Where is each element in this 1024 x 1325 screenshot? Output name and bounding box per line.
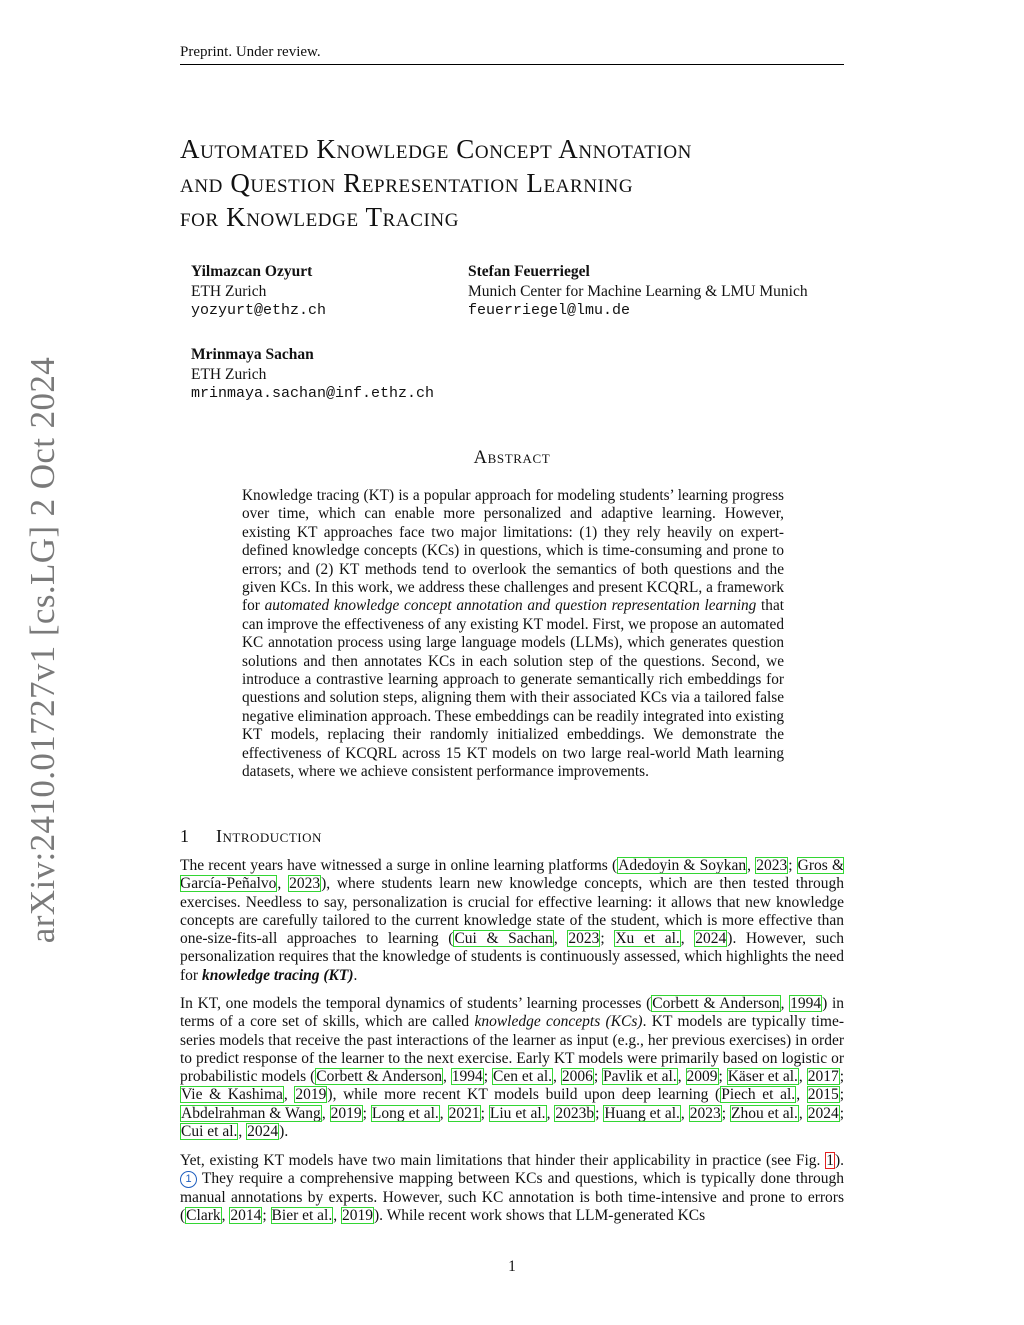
text-run: ), where students learn new knowledge concepts, which are then tested through exercises. Needless to say, personalization is crucial for effective learning: it allows that new knowledge concepts are carefully tailored to the current knowledge state of the student, which is more effective than one-size-fits-all approaches to learning ( (180, 875, 845, 948)
text-run: ). (834, 1152, 844, 1169)
abstract-text: Knowledge tracing (KT) is a popular approach for modeling students’ learning progress over time, which can enable more personalized and adaptive learning. However, existing KT approaches face two major limitations: (1) they rely heavily on expert-defined knowledge concepts (KCs) in questions, which is time-consuming and prone to errors; and (2) KT methods tend to overlook the semantics of both questions and the given KCs. In this work, we address these challenges and present KCQRL, a framework for (242, 487, 784, 615)
text-run: In KT, one models the temporal dynamics of students’ learning processes ( (180, 995, 652, 1012)
citation-link[interactable]: 2014 (230, 1206, 262, 1224)
citation-link[interactable]: 2009 (686, 1068, 718, 1086)
author-affiliation: ETH Zurich (191, 365, 267, 383)
citation-link[interactable]: 2023 (289, 875, 321, 893)
citation-link[interactable]: 2024 (695, 930, 727, 948)
citation-link[interactable]: Cui & Sachan (454, 930, 553, 948)
citation-link[interactable]: 2019 (295, 1086, 327, 1104)
citation-link[interactable]: 2023b (555, 1104, 595, 1122)
section-number: 1 (180, 826, 190, 846)
figure-ref-link[interactable]: 1 (826, 1152, 834, 1169)
citation-link[interactable]: Bier et al. (271, 1206, 333, 1224)
author-name: Stefan Feuerriegel (468, 263, 590, 280)
citation-link[interactable]: Adedoyin & Soykan (618, 857, 747, 874)
citation-link[interactable]: 2024 (247, 1123, 279, 1141)
text-run: . (353, 966, 358, 984)
citation-link[interactable]: 2021 (448, 1104, 480, 1122)
citation-link[interactable]: 2015 (807, 1086, 839, 1104)
title-line-1: Automated Knowledge Concept Annotation (180, 134, 692, 164)
running-header: Preprint. Under review. (180, 44, 321, 60)
section-heading (180, 826, 322, 847)
emphasis-text: knowledge tracing (KT) (201, 966, 354, 984)
citation-link[interactable]: Pavlik et al. (603, 1068, 677, 1086)
text-run: ), while more recent KT models build upon deep learning ( (327, 1086, 721, 1104)
citation-link[interactable]: Xu et al. (615, 930, 680, 948)
citation-link[interactable]: Liu et al. (489, 1104, 546, 1122)
emphasis-text: knowledge concepts (KCs) (474, 1013, 643, 1031)
author-email[interactable]: feuerriegel@lmu.de (468, 302, 631, 319)
text-run: The recent years have witnessed a surge in online learning platforms ( (180, 857, 618, 874)
citation-link[interactable]: 2019 (330, 1104, 362, 1122)
author-block-3 (191, 345, 434, 404)
text-run: They require a comprehensive mapping between KCs and questions, which is typically done through manual annotations by experts. However, such KC annotation is both time-intensive and prone to errors ( (180, 1170, 844, 1224)
citation-link[interactable]: Abdelrahman & Wang (181, 1104, 321, 1122)
title-line-3: for Knowledge Tracing (180, 202, 460, 232)
paragraph-3: Yet, existing KT models have two main limitations that hinder their applicability in practice (see Fig. 1). 1 They require a comprehensive mapping between KCs and questions, which is typically done through manual annotations by experts. However, such KC annotation is both time-intensive and prone to errors (Clark, 2014; Bier et al., 2019). While recent work shows that LLM-generated KCs (180, 1152, 844, 1224)
citation-link[interactable]: 2023 (756, 857, 788, 874)
citation-link[interactable]: Zhou et al. (730, 1104, 798, 1122)
citation-link[interactable]: 2023 (568, 930, 600, 948)
abstract-heading: Abstract (473, 448, 551, 468)
paragraph-2: In KT, one models the temporal dynamics of students’ learning processes (Corbett & Anderson, 1994) in terms of a core set of skills, which are called knowledge concepts (KCs). KT models are typically time-series models that receive the past interactions of the learner as input (e.g., her previous exercises) in order to predict response of the learner to the next exercise. Early KT models were primarily based on logistic or probabilistic models (Corbett & Anderson, 1994; Cen et al., 2006; Pavlik et al., 2009; Käser et al., 2017; Vie & Kashima, 2019), while more recent KT models build upon deep learning (Piech et al., 2015; Abdelrahman & Wang, 2019; Long et al., 2021; Liu et al., 2023b; Huang et al., 2023; Zhou et al., 2024; Cui et al., 2024). (180, 995, 845, 1141)
citation-link[interactable]: 2017 (807, 1068, 839, 1086)
citation-link[interactable]: Long et al. (371, 1104, 439, 1122)
author-email[interactable]: mrinmaya.sachan@inf.ethz.ch (191, 385, 435, 402)
author-name: Mrinmaya Sachan (191, 346, 314, 363)
title-line-2: and Question Representation Learning (180, 168, 634, 198)
text-run: ). However, such personalization requires that the knowledge of students is continuously assessed, which highlights the need for (180, 930, 845, 984)
citation-link[interactable]: Corbett & Anderson (316, 1068, 443, 1086)
header-rule (180, 64, 844, 65)
text-run: . KT models are typically time-series models that receive the past interactions of the learner as input (e.g., her previous exercises) in order to predict response of the learner to the next exercise. Early KT models were primarily based on logistic or probabilistic models ( (180, 1013, 844, 1086)
abstract-text: that can improve the effectiveness of any existing KT model. First, we propose an automated KC annotation process using large language models (LLMs), which generates question solutions and then annotates KCs in each solution step of the questions. Second, we introduce a contrastive learning approach to generate semantically rich embeddings for questions and solution steps, aligning them with their associated KCs via a tailored false negative elimination approach. These embeddings can be readily integrated into existing KT models, replacing their randomly initialized embeddings. We demonstrate the effectiveness of KCQRL across 15 KT models on two large real-world Math learning datasets, where we achieve consistent performance improvements. (242, 597, 784, 781)
author-email[interactable]: yozyurt@ethz.ch (191, 302, 327, 319)
author-affiliation: Munich Center for Machine Learning & LMU Munich (468, 282, 808, 300)
paper-title (180, 132, 860, 234)
citation-link[interactable]: Cen et al. (493, 1068, 553, 1086)
author-block-2 (468, 262, 808, 321)
citation-link[interactable]: 2019 (341, 1206, 373, 1224)
text-run: ). (279, 1123, 289, 1141)
citation-link[interactable]: Clark (186, 1206, 221, 1224)
arxiv-identifier[interactable]: arXiv:2410.01727v1 [cs.LG] 2 Oct 2024 (23, 356, 62, 944)
text-run: ) in terms of a core set of skills, which are called (180, 995, 845, 1031)
author-name: Yilmazcan Ozyurt (191, 263, 313, 280)
numbered-marker-icon: 1 (180, 1171, 197, 1188)
author-affiliation: ETH Zurich (191, 282, 267, 300)
citation-link[interactable]: 1994 (790, 995, 822, 1012)
paragraph-1: The recent years have witnessed a surge in online learning platforms (Adedoyin & Soykan, 2023; Gros & García-Peñalvo, 2023), where students learn new knowledge concepts, which are then tested through exercises. Needless to say, personalization is crucial for effective learning: it allows that new knowledge concepts are carefully tailored to the current knowledge state of the student, which is more effective than one-size-fits-all approaches to learning (Cui & Sachan, 2023; Xu et al., 2024). However, such personalization requires that the knowledge of students is continuously assessed, which highlights the need for knowledge tracing (KT). (180, 857, 845, 984)
author-block-1 (191, 262, 326, 321)
citation-link[interactable]: 1994 (451, 1068, 483, 1086)
page-number: 1 (508, 1258, 516, 1275)
citation-link[interactable]: Vie & Kashima (181, 1086, 283, 1104)
citation-link[interactable]: Corbett & Anderson (652, 995, 780, 1012)
citation-link[interactable]: 2006 (561, 1068, 593, 1086)
citation-link[interactable]: Gros & García-Peñalvo (180, 857, 845, 893)
abstract-emphasis: automated knowledge concept annotation and question representation learning (264, 597, 757, 615)
citation-link[interactable]: Huang et al. (604, 1104, 680, 1122)
text-run: Yet, existing KT models have two main limitations that hinder their applicability in practice (see Fig. (180, 1152, 826, 1169)
section-title: Introduction (216, 826, 322, 846)
abstract-body (242, 487, 784, 782)
citation-link[interactable]: Cui et al. (181, 1123, 238, 1141)
citation-link[interactable]: Piech et al. (721, 1086, 796, 1104)
citation-link[interactable]: 2023 (689, 1104, 721, 1122)
citation-link[interactable]: Käser et al. (727, 1068, 798, 1086)
citation-link[interactable]: 2024 (807, 1104, 839, 1122)
text-run: ). While recent work shows that LLM-generated KCs (373, 1206, 706, 1224)
